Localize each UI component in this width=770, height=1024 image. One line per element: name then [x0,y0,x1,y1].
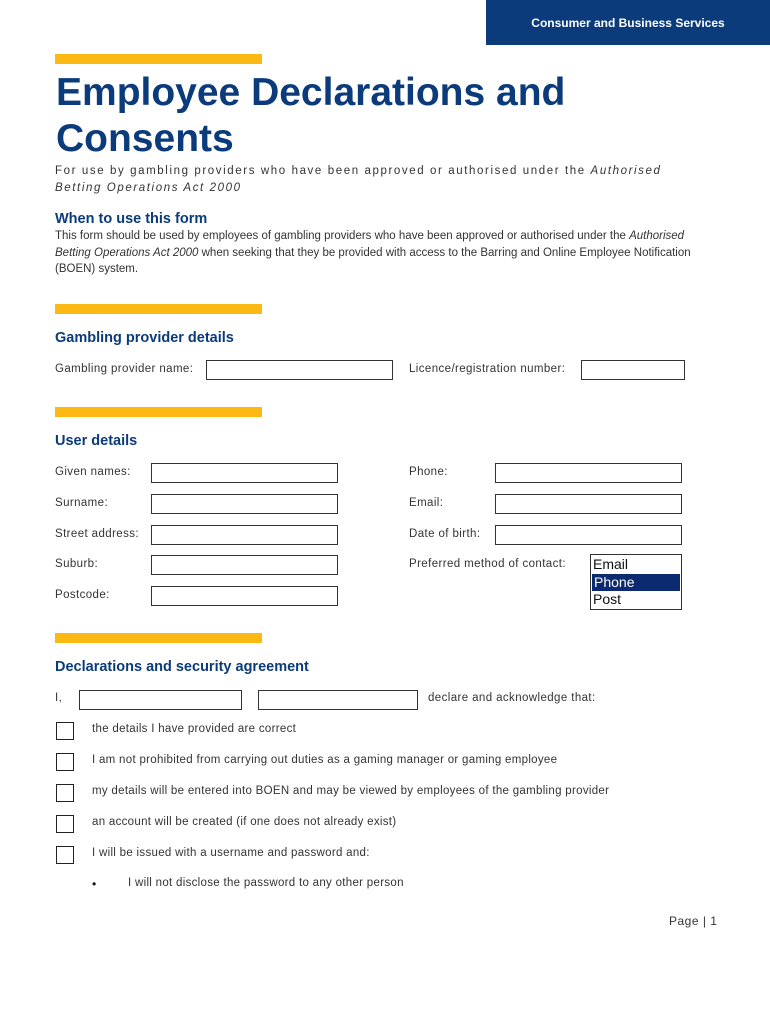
declaration-checkbox-3[interactable] [56,784,74,802]
date-of-birth-field[interactable] [495,525,682,545]
accent-bar [55,54,262,64]
subtitle-act: Authorised Betting Operations Act 2000 [55,165,662,194]
declaration-text-4: an account will be created (if one does not already exist) [92,816,397,828]
contact-option-post[interactable]: Post [593,591,622,607]
declaration-text-1: the details I have provided are correct [92,723,297,735]
given-names-label: Given names: [55,466,131,478]
when-to-use-text-after: when seeking that they be provided with access to the Barring and Online Employee Notification (BOEN) system. [55,246,691,275]
declarant-first-name-field[interactable] [79,690,242,710]
surname-label: Surname: [55,497,109,509]
declarations-heading: Declarations and security agreement [55,659,309,675]
page-subtitle [55,163,695,197]
provider-details-heading: Gambling provider details [55,330,234,346]
licence-number-field[interactable] [581,360,685,380]
provider-name-field[interactable] [206,360,393,380]
declaration-checkbox-2[interactable] [56,753,74,771]
when-to-use-heading: When to use this form [55,211,208,227]
given-names-field[interactable] [151,463,338,483]
contact-method-listbox[interactable] [590,554,682,610]
postcode-field[interactable] [151,586,338,606]
banner-text: Consumer and Business Services [531,15,725,30]
contact-option-phone[interactable]: Phone [592,574,680,592]
declaration-text-5: I will be issued with a username and password and: [92,847,370,859]
declaration-text-3: my details will be entered into BOEN and may be viewed by employees of the gambling provider [92,785,610,797]
suburb-field[interactable] [151,555,338,575]
accent-bar [55,304,262,314]
declaration-sub-item-1: I will not disclose the password to any other person [128,877,404,889]
street-address-field[interactable] [151,525,338,545]
licence-number-label: Licence/registration number: [409,363,566,375]
declaration-checkbox-5[interactable] [56,846,74,864]
email-field[interactable] [495,494,682,514]
date-of-birth-label: Date of birth: [409,528,481,540]
suburb-label: Suburb: [55,558,99,570]
accent-bar [55,633,262,643]
declarant-prefix-label: I, [55,692,63,704]
declarant-last-name-field[interactable] [258,690,418,710]
department-banner [486,0,770,45]
user-details-heading: User details [55,433,138,449]
email-label: Email: [409,497,444,509]
contact-option-email[interactable]: Email [593,556,629,572]
when-to-use-text [55,228,715,278]
bullet-icon: • [92,877,97,891]
provider-name-label: Gambling provider name: [55,363,194,375]
phone-field[interactable] [495,463,682,483]
declaration-text-2: I am not prohibited from carrying out duties as a gaming manager or gaming employee [92,754,558,766]
phone-label: Phone: [409,466,448,478]
contact-method-label: Preferred method of contact: [409,558,566,570]
accent-bar [55,407,262,417]
declare-acknowledge-label: declare and acknowledge that: [428,692,596,704]
street-address-label: Street address: [55,528,139,540]
subtitle-text: For use by gambling providers who have been approved or authorised under the [55,165,591,177]
when-to-use-act: Authorised Betting Operations Act 2000 [55,230,685,259]
declaration-checkbox-1[interactable] [56,722,74,740]
page-title: Employee Declarations and Consents [56,71,566,160]
when-to-use-text-before: This form should be used by employees of gambling providers who have been approved or authorised under the [55,230,630,242]
declaration-checkbox-4[interactable] [56,815,74,833]
page-number: Page | 1 [669,914,718,928]
postcode-label: Postcode: [55,589,110,601]
surname-field[interactable] [151,494,338,514]
